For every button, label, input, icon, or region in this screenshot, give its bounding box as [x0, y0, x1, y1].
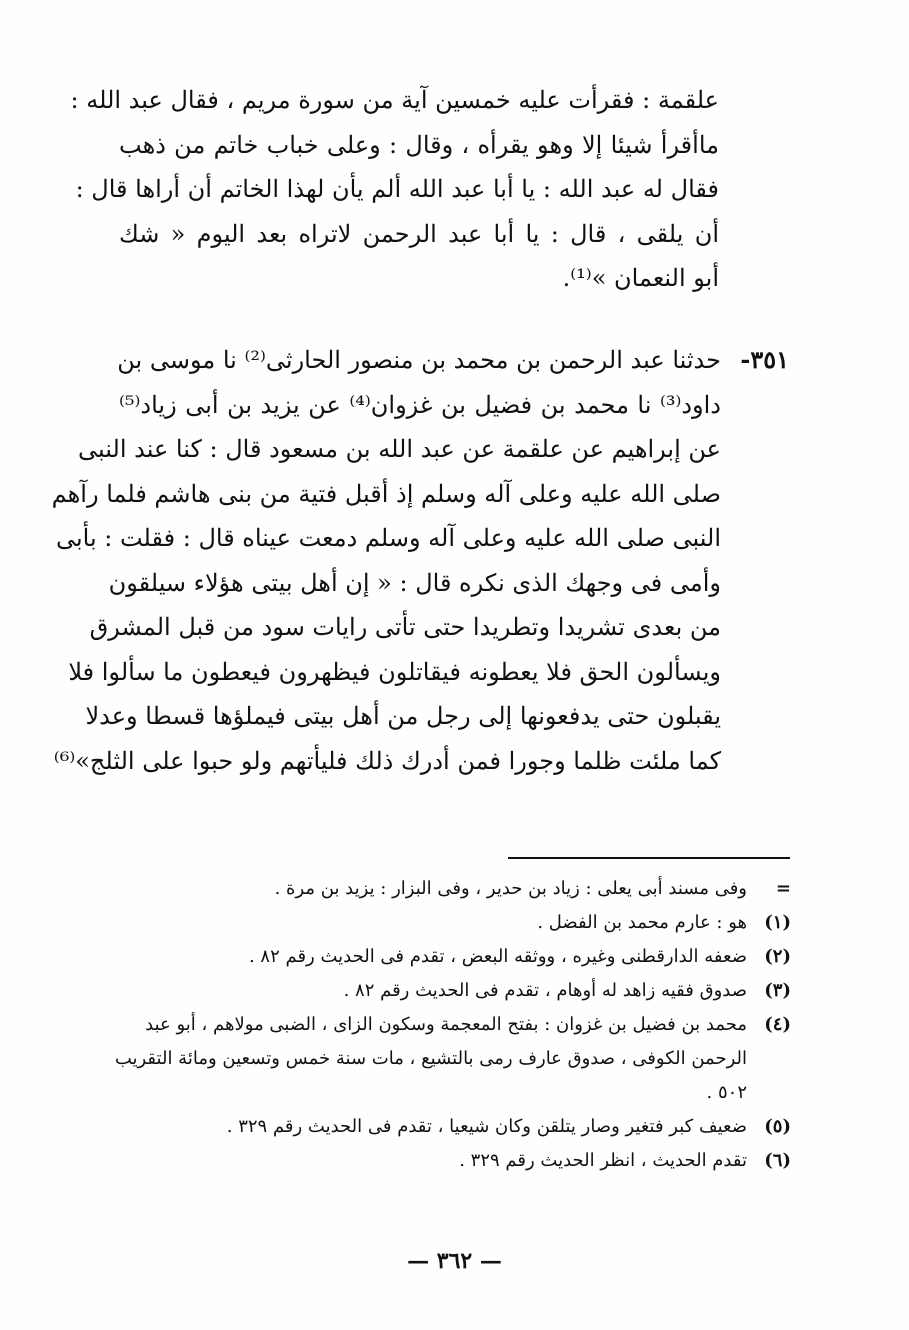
footnote-key: (٢) [764, 946, 791, 967]
text-line: حدثنا عبد الرحمن بن محمد بن منصور الحارثى⁽²⁾ نا موسى بن [117, 346, 721, 374]
footnote [101, 872, 791, 906]
text-line: أن يلقى ، قال : يا أبا عبد الرحمن لاتراه بعد اليوم « شك [119, 219, 720, 248]
text-line: كما ملئت ظلما وجورا فمن أدرك ذلك فليأتهم ولو حبوا على الثلج»⁽⁶⁾ [53, 746, 721, 775]
footnote-text: صدوق فقيه زاهد له أوهام ، تقدم فى الحديث رقم ٨٢ . [343, 980, 747, 1001]
footnote-key: (٣) [764, 980, 791, 1001]
footnote-text: ضعيف كبر فتغير وصار يتلقن وكان شيعيا ، تقدم فى الحديث رقم ٣٢٩ . [226, 1116, 747, 1137]
text-line: فقال له عبد الله : يا أبا عبد الله ألم يأن لهذا الخاتم أن أراها قال : [75, 175, 719, 203]
text-line: ويسألون الحق فلا يعطونه فيقاتلون فيظهرون فيعطون ما سألوا فلا [68, 657, 721, 686]
footnote-divider [508, 857, 790, 859]
text-line: النبى صلى الله عليه وعلى آله وسلم دمعت عيناه قال : فقلت : بأبى [55, 524, 721, 552]
footnote-key: (٤) [764, 1014, 791, 1035]
continuation-paragraph [70, 78, 720, 301]
page-number: — ٣٦٢ — [407, 1248, 502, 1274]
text-line: علقمة : فقرأت عليه خمسين آية من سورة مريم ، فقال عبد الله : [70, 86, 719, 114]
text-line: عن إبراهيم عن علقمة عن عبد الله بن مسعود قال : كنا عند النبى [78, 435, 721, 463]
footnote-key: (١) [764, 912, 791, 933]
text-line: داود⁽³⁾ نا محمد بن فضيل بن غزوان⁽⁴⁾ عن يزيد بن أبى زياد⁽⁵⁾ [119, 390, 721, 419]
text-line: من بعدى تشريدا وتطريدا حتى تأتى رايات سود من قبل المشرق [89, 613, 721, 641]
footnote-key: (٥) [764, 1116, 791, 1137]
footnote [101, 940, 791, 974]
text-line: أبو النعمان »⁽¹⁾. [562, 264, 719, 292]
footnote [101, 974, 791, 1008]
footnote-text: وفى مسند أبى يعلى : زياد بن حدير ، وفى البزار : يزيد بن مرة . [274, 878, 747, 899]
footnotes [101, 872, 791, 1178]
footnote-text: ضعفه الدارقطنى وغيره ، ووثقه البعض ، تقدم فى الحديث رقم ٨٢ . [248, 946, 747, 967]
hadith-number: ٣٥١- [740, 345, 789, 374]
text-line: يقبلون حتى يدفعونها إلى رجل من أهل بيتى فيملؤها قسطا وعدلا [85, 702, 721, 730]
footnote [101, 1144, 791, 1178]
hadith-text [51, 338, 721, 783]
text-line: صلى الله عليه وعلى آله وسلم إذ أقبل فتية من بنى هاشم فلما رآهم [51, 479, 721, 508]
footnote [101, 1110, 791, 1144]
footnote [101, 1008, 791, 1110]
text-line: وأمى فى وجهك الذى نكره قال : « إن أهل بيتى هؤلاء سيلقون [108, 568, 721, 597]
footnote-text: تقدم الحديث ، انظر الحديث رقم ٣٢٩ . [459, 1150, 747, 1171]
text-line: ماأقرأ شيئا إلا وهو يقرأه ، وقال : وعلى خباب خاتم من ذهب [119, 130, 719, 159]
footnote-key: (٦) [764, 1150, 791, 1171]
footnote-key: = [775, 878, 791, 899]
footnote [101, 906, 791, 940]
footnote-text: محمد بن فضيل بن غزوان : بفتح المعجمة وسكون الزاى ، الضبى مولاهم ، أبو عبد الرحمن الكوفى ، صدوق عارف رمى بالتشيع ، مات سنة خمس وتسعين ومائة التقريب ٥٠٢ . [114, 1014, 747, 1103]
footnote-text: هو : عارم محمد بن الفضل . [537, 912, 747, 933]
hadith-351 [51, 338, 789, 783]
